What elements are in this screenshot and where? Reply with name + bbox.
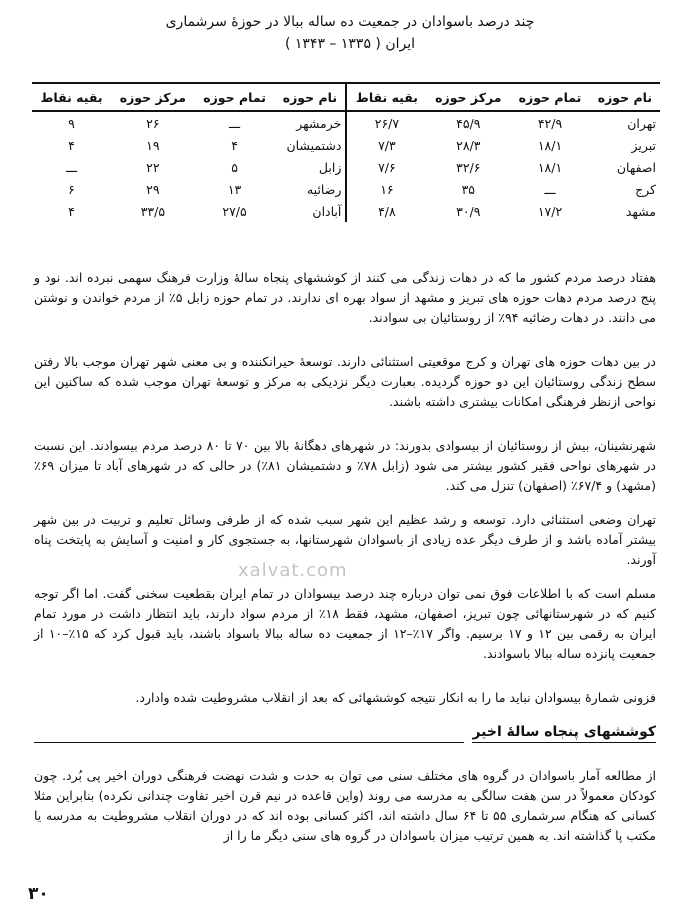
table-cell: تهران	[627, 115, 656, 131]
table-cell: ۱۸/۱	[537, 137, 563, 153]
table-cell: زابل	[318, 159, 342, 175]
literacy-table	[32, 82, 660, 222]
table-cell: ۲۶	[146, 115, 160, 131]
header-region-center: مرکز حوزه	[426, 83, 510, 111]
paragraph: در بین دهات حوزه های تهران و کرج موقعیتی استثنائی دارند. توسعه‌ٔ حیرانکننده و بی معنی شهر تهران موجب بالا رفتن سطح زندگی روستائیان این دو حوزه گردیده. بعبارت دیگر نزدیکی به مرکز و توسعه‌ٔ تهران موجب شده که ساکنین این نواحی ازنظر فرهنگی امکانات بیشتری داشته باشند.	[34, 354, 656, 409]
table-cell: ۴/۸	[346, 200, 426, 222]
paragraph: هفتاد درصد مردم کشور ما که در دهات زندگی می کنند از کوششهای پنجاه ساله‌ٔ وزارت فرهنگ سهمی نبرده اند. نود و پنج درصد مردم دهات حوزه های تبریز و مشهد از سواد بهره ای ندارند. در تمام حوزه زابل ۵٪ از مردم خواندن و نوشتن می دانند. در دهات رضائیه ۹۴٪ از روستائیان بی سوادند.	[34, 270, 656, 325]
table-title: چند درصد باسوادان در جمعیت ده ساله ببالا در حوزه‌ٔ سرشماری	[165, 14, 535, 30]
table-cell: آبادان	[312, 203, 342, 219]
table-row	[32, 134, 660, 156]
table-cell: ۲۸/۳	[456, 137, 481, 153]
table-cell: رضائیه	[306, 181, 342, 197]
table-cell: کرج	[635, 181, 656, 197]
section-paragraph: از مطالعه آمار باسوادان در گروه های مختلف سنی می توان به حدت و شدت نهضت فرهنگی دوران اخیر پی بُرد. چون کودکان معمولاً در سن هفت سالگی به مدرسه می روند (واین قاعده در نیم قرن اخیر تفاوت چندانی نکرده) بنابراین مثلا کسانی که هنگام سرشماری ۵۵ تا ۶۴ سال داشته اند، اکثر کسانی بوده اند که در دوران انقلاب مشروطیت به مدرسه یا مکتب پا گذاشته اند. به همین ترتیب میزان باسوادان در گروه های سنی دیگر ما را از	[34, 768, 657, 843]
table-cell: ۳۳/۵	[140, 203, 166, 219]
table-cell: ۴	[68, 203, 75, 219]
table-cell: ۴	[68, 137, 75, 153]
paragraph: مسلم است که با اطلاعات فوق نمی توان درباره چند درصد بیسوادان در تمام ایران بقطعیت سخنی گفت. اما اگر توجه کنیم که در شهرستانهائی چون تبریز، اصفهان، مشهد، فقط ۱۸٪ از مردم سواد دارند، باید انتظار داشت در مورد تمام ایران به رقمی بین ۱۲ و ۱۷ برسیم. واگر ۱۷٪–۱۲ از جمعیت ده ساله ببالا باسواد باشند، باید قبول کرد که ۱۵٪–۱۰ از جمعیت پانزده ساله ببالا باسوادند.	[34, 586, 657, 661]
paragraph: فزونی شمارهٔ بیسوادان نباید ما را به انکار نتیجه کوششهائی که بعد از انقلاب مشروطیت شده وادارد.	[135, 690, 656, 705]
table-cell: ۱۷/۲	[537, 203, 563, 219]
table-cell: ۲۶/۷	[346, 111, 426, 134]
heading-divider	[34, 742, 464, 743]
header-region: نام حوزه	[274, 83, 346, 111]
paragraph: تهران وضعی استثنائی دارد. توسعه و رشد عظیم این شهر سبب شده که از طرفی وسائل تعلیم و تربیت در بین شهر بیشتر آماده باشد و از طرف دیگر عده زیادی از باسوادان شهرستانها، به جستجوی کار و امنیت و آسایش به پایتخت پناه آورند.	[34, 512, 656, 567]
table-cell: ـــ	[66, 159, 77, 175]
table-row	[32, 200, 660, 222]
table-cell: ۱۸/۱	[537, 159, 563, 175]
table-cell: ۴۲/۹	[537, 115, 563, 131]
table-cell: ۴۵/۹	[456, 115, 481, 131]
table-cell: تبریز	[631, 137, 656, 153]
table-cell: ۷/۶	[346, 156, 426, 178]
table-cell: ۱۹	[146, 137, 160, 153]
table-cell: ۳۰/۹	[456, 203, 481, 219]
table-row	[32, 156, 660, 178]
table-row	[32, 178, 660, 200]
table-cell: ۳۲/۶	[456, 159, 481, 175]
table-cell: ۹	[68, 115, 75, 131]
paragraph: شهرنشینان، بیش از روستائیان از بیسوادی بدورند: در شهرهای دهگانه‌ٔ بالا بین ۷۰ تا ۸۰ درصد مردم بیسوادند. این نسبت در شهرهای نواحی فقیر کشور بیشتر می شود (زابل ۷۸٪ و دشتمیشان ۸۱٪) در حالی که در شهرهای آباد تا میزان ۶۹٪ (مشهد) و ۶۷/۴٪ (اصفهان) تنزل می کند.	[34, 438, 656, 493]
header-other-areas: بقیه نقاط	[32, 83, 111, 111]
table-cell: ۲۹	[146, 181, 160, 197]
table-header-row	[32, 83, 660, 111]
header-region-center: مرکز حوزه	[111, 83, 195, 111]
header-whole-region: تمام حوزه	[195, 83, 275, 111]
table-cell: ۴	[231, 137, 238, 153]
table-cell: ـــ	[544, 181, 556, 197]
section-heading: کوششهای پنجاه ساله‌ٔ اخیر	[472, 724, 656, 743]
table-cell: ۷/۳	[346, 134, 426, 156]
header-other-areas: بقیه نقاط	[346, 83, 426, 111]
table-cell: ۱۳	[227, 181, 242, 197]
table-subtitle: ایران ( ۱۳۳۵ – ۱۳۴۳ )	[284, 36, 416, 52]
table-cell: ۲۷/۵	[222, 203, 247, 219]
watermark: xalvat.com	[238, 560, 348, 581]
table-cell: ۲۲	[146, 159, 160, 175]
header-region: نام حوزه	[590, 83, 660, 111]
table-cell: ۵	[231, 159, 238, 175]
table-cell: ۶	[68, 181, 75, 197]
page-number: ۳۰	[28, 884, 49, 904]
table-cell: ـــ	[229, 115, 241, 131]
table-cell: دشتمیشان	[286, 137, 342, 153]
table-cell: ۱۶	[346, 178, 426, 200]
table-cell: اصفهان	[616, 159, 656, 175]
table-cell: مشهد	[625, 203, 656, 219]
table-cell: خرمشهر	[296, 115, 342, 131]
header-whole-region: تمام حوزه	[510, 83, 590, 111]
table-cell: ۳۵	[461, 181, 476, 197]
table-row	[32, 111, 660, 134]
